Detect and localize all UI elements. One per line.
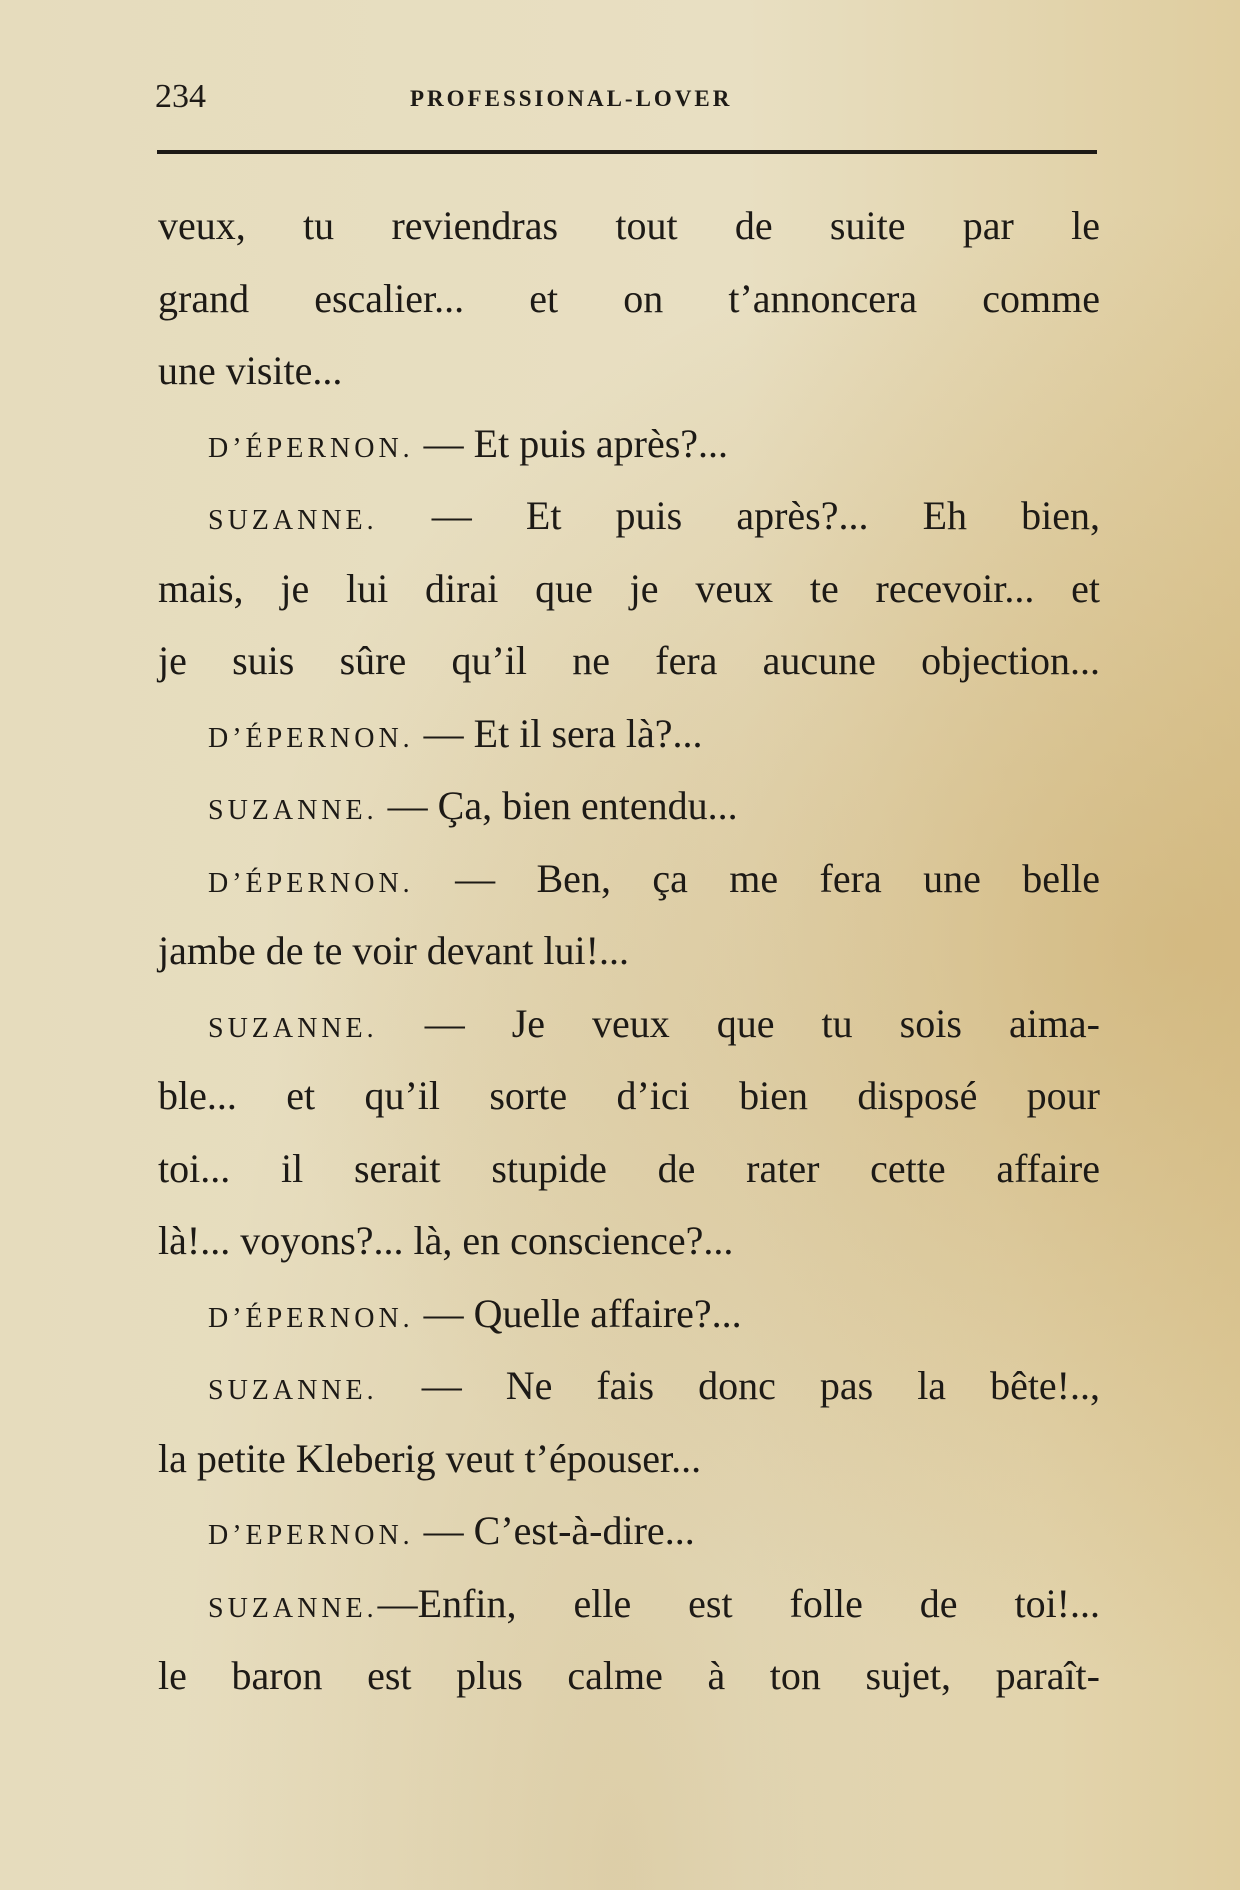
line-text: je suis sûre qu’il ne fera aucune objection... bbox=[158, 638, 1100, 683]
dialogue-line bbox=[158, 770, 1100, 843]
dialogue-line bbox=[158, 698, 1100, 771]
line-text: — Ne fais donc pas la bête!.., bbox=[421, 1363, 1101, 1408]
dialogue-line bbox=[158, 1350, 1100, 1423]
speaker-name: SUZANNE. bbox=[208, 1375, 378, 1406]
speaker-name: D’ÉPERNON. bbox=[208, 432, 414, 464]
speaker-name: SUZANNE. bbox=[208, 795, 378, 826]
line-text: mais, je lui dirai que je veux te recevoir... et bbox=[158, 565, 1100, 611]
line-text: la petite Kleberig veut t’épouser... bbox=[158, 1435, 702, 1481]
line-text: grand escalier... et on t’annoncera comme bbox=[158, 275, 1100, 321]
speaker-name: D’ÉPERNON. bbox=[208, 867, 414, 899]
line-text: — Quelle affaire?... bbox=[423, 1290, 742, 1336]
speaker-name: SUZANNE. bbox=[208, 1592, 378, 1624]
text-line bbox=[158, 1133, 1100, 1206]
speaker-name: SUZANNE. bbox=[208, 1012, 378, 1044]
header-rule bbox=[157, 150, 1097, 154]
text-line bbox=[158, 915, 1100, 988]
dialogue-line bbox=[158, 988, 1100, 1061]
line-text: toi... il serait stupide de rater cette affaire bbox=[158, 1145, 1100, 1191]
dialogue-line bbox=[158, 1568, 1100, 1641]
dialogue-line bbox=[158, 1495, 1100, 1568]
text-line bbox=[158, 1205, 1100, 1278]
line-text: —Enfin, elle est folle de toi!... bbox=[377, 1580, 1100, 1626]
running-head bbox=[155, 72, 1095, 122]
line-text: jambe de te voir devant lui!... bbox=[158, 928, 629, 973]
line-text: là!... voyons?... là, en conscience?... bbox=[158, 1218, 734, 1263]
line-text: veux, tu reviendras tout de suite par le bbox=[158, 203, 1100, 248]
speaker-name: D’ÉPERNON. bbox=[208, 722, 414, 754]
line-text: — Et il sera là?... bbox=[423, 710, 703, 756]
line-text: — Et puis après?... Eh bien, bbox=[431, 493, 1100, 538]
dialogue-line bbox=[158, 843, 1100, 916]
text-line bbox=[158, 625, 1100, 698]
text-line bbox=[158, 553, 1100, 626]
line-text: — Je veux que tu sois aima- bbox=[424, 1000, 1100, 1046]
line-text: — C’est-à-dire... bbox=[423, 1508, 695, 1553]
line-text: — Et puis après?... bbox=[423, 420, 729, 466]
line-text: — Ben, ça me fera une belle bbox=[455, 855, 1101, 901]
text-line bbox=[158, 1423, 1100, 1496]
dialogue-line bbox=[158, 480, 1100, 553]
dialogue-line bbox=[158, 408, 1100, 481]
line-text: le baron est plus calme à ton sujet, paraît- bbox=[158, 1653, 1100, 1698]
page-number: 234 bbox=[155, 78, 206, 115]
text-line bbox=[158, 1060, 1100, 1133]
text-line bbox=[158, 335, 1100, 408]
line-text: ble... et qu’il sorte d’ici bien disposé pour bbox=[158, 1073, 1100, 1118]
line-text: une visite... bbox=[158, 348, 343, 393]
speaker-name: D’ÉPERNON. bbox=[208, 1302, 414, 1334]
line-text: — Ça, bien entendu... bbox=[387, 783, 738, 828]
speaker-name: SUZANNE. bbox=[208, 505, 378, 536]
speaker-name: D’EPERNON. bbox=[208, 1520, 414, 1551]
running-title: PROFESSIONAL-LOVER bbox=[410, 86, 733, 111]
text-line bbox=[158, 1640, 1100, 1713]
dialogue-line bbox=[158, 1278, 1100, 1351]
text-line bbox=[158, 190, 1100, 263]
text-line bbox=[158, 263, 1100, 336]
body-text bbox=[158, 190, 1100, 1713]
